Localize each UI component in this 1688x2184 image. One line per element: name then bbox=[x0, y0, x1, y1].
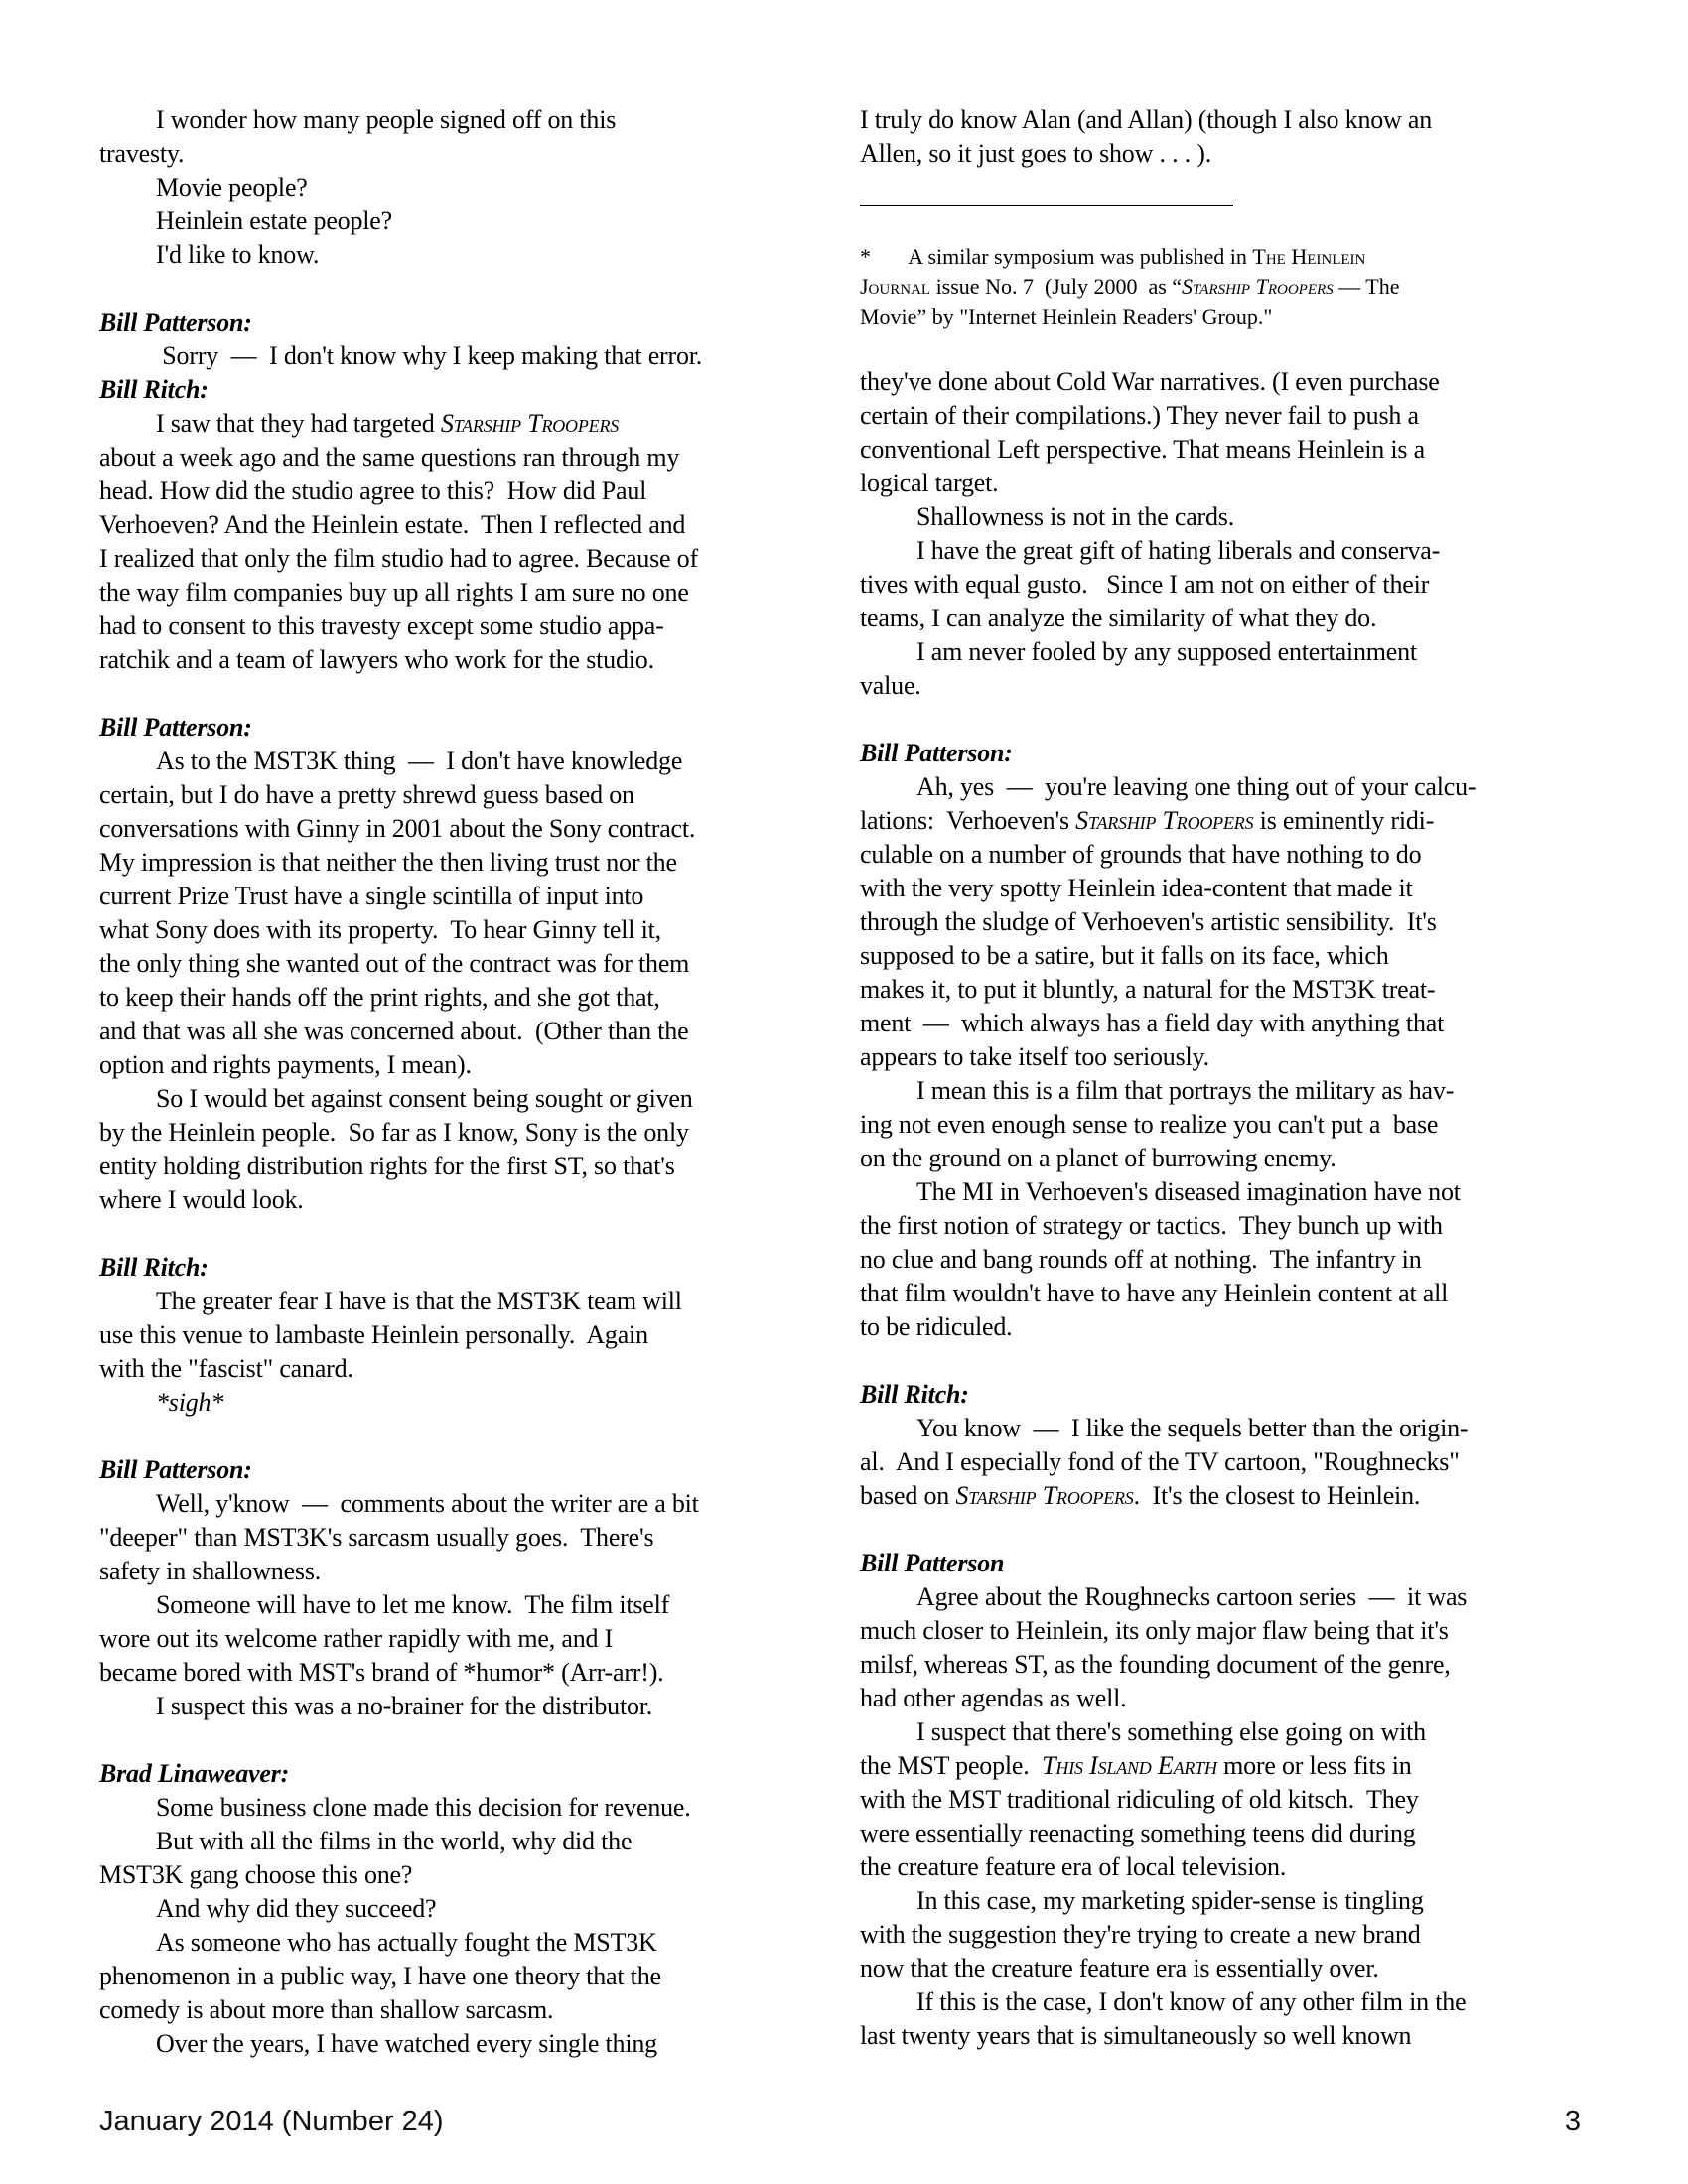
text-segment: ment — which always has a field day with anything that bbox=[860, 1009, 1445, 1037]
text-segment: Agree about the Roughnecks cartoon series — it was bbox=[916, 1582, 1468, 1611]
text-segment: I have the great gift of hating liberals and conserva- bbox=[916, 536, 1441, 565]
text-segment: about a week ago and the same questions ran through my bbox=[99, 443, 680, 472]
text-line bbox=[99, 1892, 810, 1926]
text-segment: certain, but I do have a pretty shrewd guess based on bbox=[99, 780, 634, 809]
text-segment: This Island Earth bbox=[1042, 1751, 1217, 1780]
text-segment: Bill Patterson bbox=[860, 1549, 1005, 1577]
text-segment: head. How did the studio agree to this? How did Paul bbox=[99, 477, 647, 505]
text-segment: now that the creature feature era is essentially over. bbox=[860, 1954, 1379, 1982]
text-line bbox=[860, 1682, 1585, 1715]
text-segment: lations: Verhoeven's bbox=[860, 806, 1076, 835]
text-line bbox=[99, 643, 810, 677]
text-segment: the MST people. bbox=[860, 1751, 1043, 1780]
right-column bbox=[860, 103, 1585, 2053]
text-segment: You know — I like the sequels better than the origin- bbox=[916, 1414, 1469, 1442]
text-segment: Some business clone made this decision for revenue. bbox=[156, 1793, 691, 1822]
text-line bbox=[99, 913, 810, 947]
text-line bbox=[99, 812, 810, 846]
text-segment: to keep their hands off the print rights, and she got that, bbox=[99, 983, 660, 1012]
text-line bbox=[99, 1487, 810, 1521]
text-segment: I mean this is a film that portrays the military as hav- bbox=[916, 1076, 1455, 1105]
text-segment: logical target. bbox=[860, 469, 999, 497]
text-segment: Bill Ritch: bbox=[99, 1253, 209, 1282]
text-segment: "deeper" than MST3K's sarcasm usually goes. There's bbox=[99, 1523, 654, 1552]
text-line bbox=[860, 1243, 1585, 1277]
text-line bbox=[860, 1817, 1585, 1850]
text-line bbox=[860, 500, 1585, 534]
text-line bbox=[860, 467, 1585, 500]
footer-issue-label: January 2014 (Number 24) bbox=[99, 2106, 444, 2137]
text-segment: I realized that only the film studio had to agree. Because of bbox=[99, 544, 698, 573]
text-segment: were essentially reenacting something teens did during bbox=[860, 1819, 1416, 1847]
text-segment: safety in shallowness. bbox=[99, 1557, 322, 1585]
text-segment: with the "fascist" canard. bbox=[99, 1354, 353, 1383]
text-segment: The Heinlein bbox=[1252, 244, 1366, 269]
text-line bbox=[860, 1108, 1585, 1142]
text-line bbox=[860, 1850, 1585, 1884]
spacer bbox=[860, 171, 1585, 205]
text-segment: on the ground on a planet of burrowing enemy. bbox=[860, 1144, 1336, 1172]
text-line bbox=[99, 947, 810, 981]
text-segment: I wonder how many people signed off on this bbox=[156, 105, 617, 134]
speaker-name bbox=[99, 1453, 810, 1487]
text-segment: The greater fear I have is that the MST3K team will bbox=[156, 1287, 682, 1315]
text-segment: comedy is about more than shallow sarcasm. bbox=[99, 1995, 554, 2024]
text-line bbox=[860, 137, 1585, 171]
blank-line bbox=[99, 1217, 810, 1251]
text-line bbox=[860, 973, 1585, 1007]
text-line bbox=[860, 103, 1585, 137]
text-line bbox=[99, 205, 810, 238]
text-segment: with the very spotty Heinlein idea-content that made it bbox=[860, 874, 1413, 902]
text-line bbox=[99, 238, 810, 272]
text-segment: value. bbox=[860, 671, 921, 700]
text-line bbox=[99, 1352, 810, 1386]
text-line bbox=[99, 1993, 810, 2027]
text-segment: entity holding distribution rights for the first ST, so that's bbox=[99, 1152, 675, 1180]
text-line bbox=[860, 1985, 1585, 2019]
text-line bbox=[860, 1884, 1585, 1918]
text-segment: . It's the closest to Heinlein. bbox=[1133, 1481, 1421, 1510]
text-line bbox=[99, 340, 810, 373]
blank-line bbox=[860, 703, 1585, 737]
text-line bbox=[99, 1048, 810, 1082]
text-segment: ing not even enough sense to realize you can't put a base bbox=[860, 1110, 1439, 1139]
blank-line bbox=[99, 677, 810, 711]
text-segment: certain of their compilations.) They never fail to push a bbox=[860, 401, 1419, 430]
text-segment: I suspect that there's something else going on with bbox=[916, 1717, 1426, 1746]
text-segment: based on bbox=[860, 1481, 956, 1510]
text-segment: I am never fooled by any supposed entertainment bbox=[916, 637, 1417, 666]
text-line bbox=[860, 1918, 1585, 1952]
spacer bbox=[860, 206, 1585, 242]
text-segment: Someone will have to let me know. The film itself bbox=[156, 1590, 670, 1619]
text-segment: had to consent to this travesty except some studio appa- bbox=[99, 612, 664, 640]
text-line bbox=[860, 433, 1585, 467]
text-line bbox=[99, 981, 810, 1015]
text-line bbox=[860, 804, 1585, 838]
text-line bbox=[860, 1715, 1585, 1749]
text-line bbox=[99, 1150, 810, 1183]
text-line bbox=[860, 1142, 1585, 1175]
text-line bbox=[99, 1588, 810, 1622]
text-segment: Verhoeven? And the Heinlein estate. Then I reflected and bbox=[99, 510, 686, 539]
text-line bbox=[860, 872, 1585, 905]
text-line bbox=[99, 171, 810, 205]
text-line bbox=[99, 880, 810, 913]
text-line bbox=[99, 1116, 810, 1150]
text-segment: to be ridiculed. bbox=[860, 1312, 1013, 1341]
text-line bbox=[99, 1690, 810, 1723]
blank-line bbox=[99, 1723, 810, 1757]
text-segment: I suspect this was a no-brainer for the distributor. bbox=[156, 1692, 653, 1720]
text-segment: that film wouldn't have to have any Heinlein content at all bbox=[860, 1279, 1449, 1307]
text-line bbox=[99, 1555, 810, 1588]
text-segment: Allen, so it just goes to show . . . ). bbox=[860, 139, 1212, 168]
text-line bbox=[99, 508, 810, 542]
text-segment: wore out its welcome rather rapidly with me, and I bbox=[99, 1624, 614, 1653]
text-segment: current Prize Trust have a single scintilla of input into bbox=[99, 882, 644, 910]
text-segment: more or less fits in bbox=[1216, 1751, 1412, 1780]
text-line bbox=[860, 568, 1585, 602]
text-line bbox=[860, 635, 1585, 669]
text-segment: Starship Troopers bbox=[440, 409, 620, 438]
text-segment: through the sludge of Verhoeven's artistic sensibility. It's bbox=[860, 907, 1437, 936]
text-segment: Bill Patterson: bbox=[860, 739, 1013, 767]
text-segment: Brad Linaweaver: bbox=[99, 1759, 290, 1788]
text-segment: milsf, whereas ST, as the founding document of the genre, bbox=[860, 1650, 1451, 1679]
text-segment: Bill Patterson: bbox=[99, 1455, 252, 1484]
text-segment: Ah, yes — you're leaving one thing out of your calcu- bbox=[916, 772, 1477, 801]
text-segment: If this is the case, I don't know of any other film in the bbox=[916, 1987, 1467, 2016]
text-line bbox=[860, 602, 1585, 635]
text-line bbox=[99, 745, 810, 778]
text-segment: teams, I can analyze the similarity of what they do. bbox=[860, 604, 1377, 632]
text-line bbox=[99, 1858, 810, 1892]
text-segment: As to the MST3K thing — I don't have knowledge bbox=[156, 747, 683, 775]
text-line bbox=[860, 838, 1585, 872]
text-segment: Shallowness is not in the cards. bbox=[916, 502, 1235, 531]
text-segment: Heinlein estate people? bbox=[156, 206, 392, 235]
text-line bbox=[99, 1082, 810, 1116]
text-segment: conversations with Ginny in 2001 about the Sony contract. bbox=[99, 814, 696, 843]
text-line bbox=[99, 1960, 810, 1993]
text-line bbox=[860, 770, 1585, 804]
speaker-name bbox=[860, 737, 1585, 770]
speaker-name bbox=[99, 373, 810, 407]
text-line bbox=[99, 846, 810, 880]
text-segment: *sigh* bbox=[156, 1388, 224, 1417]
text-line bbox=[860, 534, 1585, 568]
text-line bbox=[99, 475, 810, 508]
text-line bbox=[860, 1952, 1585, 1985]
speaker-name bbox=[860, 1547, 1585, 1580]
text-line bbox=[99, 103, 810, 137]
text-line bbox=[860, 1040, 1585, 1074]
text-line bbox=[860, 1648, 1585, 1682]
text-segment: As someone who has actually fought the MST3K bbox=[156, 1928, 657, 1957]
text-line bbox=[99, 1622, 810, 1656]
text-segment: Movie” by "Internet Heinlein Readers' Group." bbox=[860, 304, 1273, 329]
text-segment: no clue and bang rounds off at nothing. The infantry in bbox=[860, 1245, 1422, 1274]
footer-page-number: 3 bbox=[1564, 2106, 1581, 2137]
text-segment: is eminently ridi- bbox=[1253, 806, 1435, 835]
text-segment: Bill Patterson: bbox=[99, 713, 252, 742]
text-line bbox=[860, 1209, 1585, 1243]
text-line bbox=[99, 1926, 810, 1960]
text-segment: In this case, my marketing spider-sense is tingling bbox=[916, 1886, 1424, 1915]
text-segment: appears to take itself too seriously. bbox=[860, 1042, 1209, 1071]
text-line bbox=[99, 1825, 810, 1858]
text-line bbox=[860, 905, 1585, 939]
text-segment: with the suggestion they're trying to create a new brand bbox=[860, 1920, 1421, 1949]
text-segment: I'd like to know. bbox=[156, 240, 320, 269]
text-line bbox=[99, 576, 810, 610]
text-segment: al. And I especially fond of the TV cartoon, "Roughnecks" bbox=[860, 1447, 1460, 1476]
text-segment: the only thing she wanted out of the contract was for them bbox=[99, 949, 690, 978]
text-segment: And why did they succeed? bbox=[156, 1894, 437, 1923]
text-line bbox=[99, 1318, 810, 1352]
text-line bbox=[99, 1656, 810, 1690]
text-segment: Bill Patterson: bbox=[99, 308, 252, 337]
text-segment: makes it, to put it bluntly, a natural for the MST3K treat- bbox=[860, 975, 1436, 1004]
text-segment: what Sony does with its property. To hear Ginny tell it, bbox=[99, 915, 661, 944]
blank-line bbox=[860, 1344, 1585, 1378]
text-segment: use this venue to lambaste Heinlein personally. Again bbox=[99, 1320, 648, 1349]
text-segment: Sorry — I don't know why I keep making that error. bbox=[156, 341, 703, 370]
footnote-line bbox=[860, 242, 1585, 272]
text-line bbox=[860, 1412, 1585, 1445]
spacer bbox=[860, 332, 1585, 365]
text-segment: Movie people? bbox=[156, 173, 308, 202]
text-line bbox=[860, 399, 1585, 433]
text-line bbox=[860, 365, 1585, 399]
text-line bbox=[860, 1580, 1585, 1614]
text-segment: I saw that they had targeted bbox=[156, 409, 441, 438]
text-line bbox=[860, 939, 1585, 973]
text-segment: culable on a number of grounds that have nothing to do bbox=[860, 840, 1422, 869]
text-segment: Journal bbox=[860, 274, 931, 299]
text-segment: by the Heinlein people. So far as I know, Sony is the only bbox=[99, 1118, 689, 1147]
text-segment: the way film companies buy up all rights I am sure no one bbox=[99, 578, 689, 607]
text-line bbox=[99, 2027, 810, 2061]
text-line bbox=[860, 1074, 1585, 1108]
left-column bbox=[99, 103, 810, 2061]
speaker-name bbox=[99, 306, 810, 340]
text-segment: ratchik and a team of lawyers who work for the studio. bbox=[99, 645, 654, 674]
text-line bbox=[99, 1521, 810, 1555]
text-segment: Starship Troopers bbox=[1182, 274, 1334, 299]
text-segment: Well, y'know — comments about the writer are a bit bbox=[156, 1489, 699, 1518]
text-line bbox=[860, 1479, 1585, 1513]
text-segment: became bored with MST's brand of *humor* (Arr-arr!). bbox=[99, 1658, 664, 1687]
text-line bbox=[860, 1277, 1585, 1310]
text-line bbox=[99, 1791, 810, 1825]
text-segment: last twenty years that is simultaneously so well known bbox=[860, 2021, 1412, 2050]
text-segment: had other agendas as well. bbox=[860, 1684, 1127, 1712]
text-segment: phenomenon in a public way, I have one theory that the bbox=[99, 1962, 661, 1990]
footnote-line bbox=[860, 302, 1585, 332]
speaker-name bbox=[99, 1757, 810, 1791]
text-segment: The MI in Verhoeven's diseased imagination have not bbox=[916, 1177, 1461, 1206]
text-line bbox=[99, 137, 810, 171]
text-segment: So I would bet against consent being sought or given bbox=[156, 1084, 693, 1113]
speaker-name bbox=[99, 1251, 810, 1285]
speaker-name bbox=[860, 1378, 1585, 1412]
text-segment: I truly do know Alan (and Allan) (though I also know an bbox=[860, 105, 1433, 134]
text-segment: But with all the films in the world, why did the bbox=[156, 1827, 633, 1855]
blank-line bbox=[99, 1420, 810, 1453]
text-segment: and that was all she was concerned about. (Other than the bbox=[99, 1017, 689, 1045]
text-segment: MST3K gang choose this one? bbox=[99, 1860, 413, 1889]
text-segment: with the MST traditional ridiculing of old kitsch. They bbox=[860, 1785, 1419, 1814]
speaker-name bbox=[99, 711, 810, 745]
text-segment: — The bbox=[1333, 274, 1400, 299]
text-segment: Bill Ritch: bbox=[99, 375, 209, 404]
text-segment: conventional Left perspective. That means Heinlein is a bbox=[860, 435, 1425, 464]
text-line bbox=[99, 610, 810, 643]
text-line bbox=[860, 1614, 1585, 1648]
text-segment: Bill Ritch: bbox=[860, 1380, 969, 1409]
blank-line bbox=[860, 1513, 1585, 1547]
text-segment: where I would look. bbox=[99, 1185, 304, 1214]
blank-line bbox=[99, 272, 810, 306]
text-line bbox=[99, 1386, 810, 1420]
text-line bbox=[860, 2019, 1585, 2053]
text-segment: issue No. 7 (July 2000 as “ bbox=[930, 274, 1183, 299]
text-segment: tives with equal gusto. Since I am not on either of their bbox=[860, 570, 1430, 599]
text-line bbox=[99, 1285, 810, 1318]
text-line bbox=[860, 1007, 1585, 1040]
text-line bbox=[860, 1310, 1585, 1344]
text-segment: the creature feature era of local television. bbox=[860, 1852, 1287, 1881]
text-line bbox=[99, 542, 810, 576]
text-line bbox=[860, 1749, 1585, 1783]
text-segment: My impression is that neither the then living trust nor the bbox=[99, 848, 677, 877]
text-segment: the first notion of strategy or tactics. They bunch up with bbox=[860, 1211, 1443, 1240]
text-line bbox=[860, 669, 1585, 703]
text-line bbox=[99, 1015, 810, 1048]
text-segment: they've done about Cold War narratives. (I even purchase bbox=[860, 367, 1440, 396]
text-segment: much closer to Heinlein, its only major flaw being that it's bbox=[860, 1616, 1449, 1645]
text-segment: Starship Troopers bbox=[955, 1481, 1134, 1510]
text-segment: Over the years, I have watched every single thing bbox=[156, 2029, 657, 2058]
page-footer bbox=[99, 2106, 1581, 2138]
text-segment: supposed to be a satire, but it falls on its face, which bbox=[860, 941, 1389, 970]
text-segment: travesty. bbox=[99, 139, 185, 168]
text-line bbox=[860, 1445, 1585, 1479]
text-line bbox=[99, 441, 810, 475]
text-line bbox=[99, 778, 810, 812]
text-line bbox=[860, 1783, 1585, 1817]
text-line bbox=[99, 1183, 810, 1217]
text-segment: Starship Troopers bbox=[1075, 806, 1254, 835]
text-line bbox=[860, 1175, 1585, 1209]
text-segment: option and rights payments, I mean). bbox=[99, 1050, 472, 1079]
text-segment: * A similar symposium was published in bbox=[860, 244, 1253, 269]
text-line bbox=[99, 407, 810, 441]
footnote-line bbox=[860, 272, 1585, 302]
